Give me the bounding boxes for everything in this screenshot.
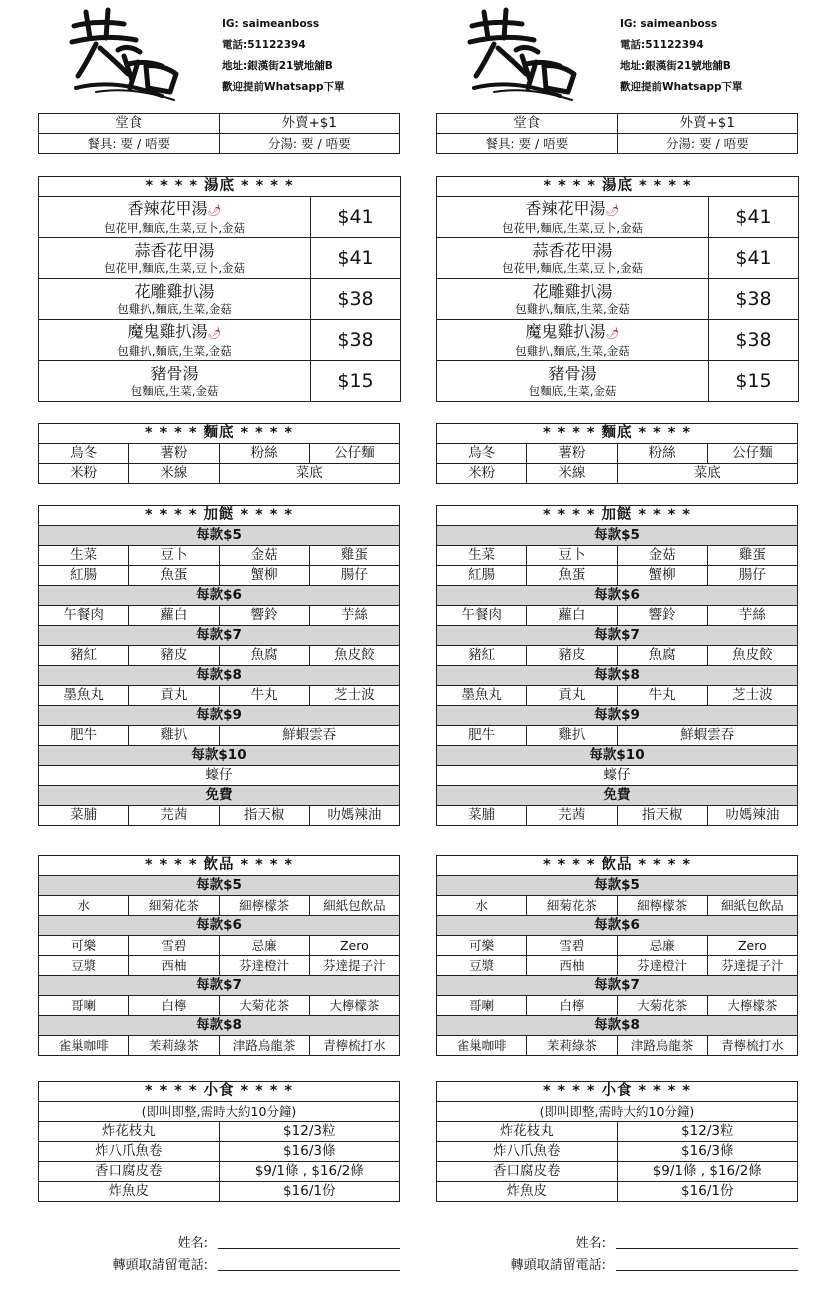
drink-item[interactable]: Zero: [707, 936, 797, 956]
addon-item[interactable]: 紅腸: [437, 566, 527, 586]
addon-item[interactable]: 菜脯: [39, 806, 129, 826]
name-field[interactable]: [616, 1248, 798, 1249]
noodle-option[interactable]: 薯粉: [527, 444, 617, 464]
drink-item[interactable]: 細紙包飲品: [309, 896, 399, 916]
snacks-note: (即叫即整,需時大約10分鐘): [437, 1102, 798, 1122]
addon-item[interactable]: 菜脯: [437, 806, 527, 826]
drink-item[interactable]: 大菊花茶: [617, 996, 707, 1016]
price-tier-header: 每款$8: [39, 1016, 400, 1036]
addon-item[interactable]: 金菇: [219, 546, 309, 566]
drink-item[interactable]: 雪碧: [129, 936, 219, 956]
soup-item[interactable]: [39, 320, 401, 361]
soup-item[interactable]: [39, 361, 401, 402]
price-tier-header: 每款$7: [437, 626, 798, 646]
soup-base-table: [38, 176, 401, 402]
drink-item[interactable]: 哥喇: [39, 996, 129, 1016]
snack-item[interactable]: [437, 1142, 798, 1162]
drink-item[interactable]: 津路烏龍茶: [617, 1036, 707, 1056]
addon-item[interactable]: 肥牛: [39, 726, 129, 746]
addon-item[interactable]: 蠔仔: [437, 766, 798, 786]
snack-item[interactable]: [437, 1122, 798, 1142]
addon-item[interactable]: 指天椒: [617, 806, 707, 826]
chili-icon: 🌶: [207, 203, 222, 217]
drink-item[interactable]: 大菊花茶: [219, 996, 309, 1016]
price-tier-header: 每款$6: [39, 916, 400, 936]
drink-item[interactable]: 茉莉綠茶: [527, 1036, 617, 1056]
noodle-option[interactable]: 烏冬: [437, 444, 527, 464]
addons-section-title: * * * * 加餸 * * * *: [39, 506, 400, 526]
addons-table: [38, 505, 400, 826]
noodle-option[interactable]: 公仔麵: [707, 444, 797, 464]
header: [436, 0, 798, 110]
snack-name: 炸八爪魚卷: [39, 1142, 220, 1162]
drinks-section-title: * * * * 飲品 * * * *: [437, 856, 798, 876]
addon-item[interactable]: 墨魚丸: [39, 686, 129, 706]
price-tier-header: 每款$7: [437, 976, 798, 996]
snack-name: 炸魚皮: [437, 1182, 618, 1202]
soup-name: 花雕雞扒湯: [134, 281, 215, 301]
drink-item[interactable]: 白檸: [129, 996, 219, 1016]
soup-description: 包麵底,生菜,金菇: [130, 383, 219, 398]
addon-item[interactable]: 魚蛋: [527, 566, 617, 586]
dine-in-option[interactable]: 堂食: [437, 114, 618, 134]
contact-fields: [38, 1232, 400, 1276]
addon-item[interactable]: 雞扒: [129, 726, 219, 746]
addon-item[interactable]: 蟹柳: [617, 566, 707, 586]
soup-item[interactable]: [437, 238, 799, 279]
chili-icon: 🌶: [605, 203, 620, 217]
addon-item[interactable]: 腸仔: [707, 566, 797, 586]
drink-item[interactable]: 芬達橙汁: [219, 956, 309, 976]
addon-item[interactable]: 貢丸: [129, 686, 219, 706]
noodle-option[interactable]: 菜底: [617, 464, 798, 484]
drink-item[interactable]: 大檸檬茶: [707, 996, 797, 1016]
noodle-option[interactable]: 米線: [129, 464, 219, 484]
soup-description: 包雞扒,麵底,生菜,金菇: [515, 343, 630, 358]
addon-item[interactable]: 指天椒: [219, 806, 309, 826]
addon-item[interactable]: 芫茜: [527, 806, 617, 826]
soup-name: 香辣花甲湯: [525, 198, 606, 218]
drink-item[interactable]: 哥喇: [437, 996, 527, 1016]
addon-item[interactable]: 牛丸: [219, 686, 309, 706]
dine-in-option[interactable]: 堂食: [39, 114, 220, 134]
soup-name: 蒜香花甲湯: [134, 240, 215, 260]
soup-base-table: [436, 176, 799, 402]
drink-item[interactable]: 豆漿: [437, 956, 527, 976]
noodle-option[interactable]: 粉絲: [219, 444, 309, 464]
soup-item[interactable]: [437, 279, 799, 320]
soup-description: 包花甲,麵底,生菜,豆卜,金菇: [501, 260, 644, 275]
addon-item[interactable]: 貢丸: [527, 686, 617, 706]
price-tier-header: 每款$5: [39, 876, 400, 896]
snack-item[interactable]: [39, 1162, 400, 1182]
soup-name: 香辣花甲湯: [127, 198, 208, 218]
snacks-section-title: * * * * 小食 * * * *: [39, 1082, 400, 1102]
snack-item[interactable]: [437, 1162, 798, 1182]
addon-item[interactable]: 豆卜: [527, 546, 617, 566]
addon-item[interactable]: 墨魚丸: [437, 686, 527, 706]
chili-icon: 🌶: [605, 326, 620, 340]
soup-description: 包花甲,麵底,生菜,豆卜,金菇: [103, 260, 246, 275]
addon-item[interactable]: 魚腐: [219, 646, 309, 666]
snack-name: 炸花枝丸: [437, 1122, 618, 1142]
soup-item[interactable]: [39, 238, 401, 279]
drink-item[interactable]: 雀巢咖啡: [39, 1036, 129, 1056]
addon-item[interactable]: 芋絲: [707, 606, 797, 626]
addon-item[interactable]: 豬紅: [39, 646, 129, 666]
addon-item[interactable]: 魚皮餃: [707, 646, 797, 666]
drinks-table: [38, 855, 400, 1056]
address: 地址:銀漢街21號地舖B: [620, 60, 731, 72]
price-tier-header: 每款$5: [39, 526, 400, 546]
addon-item[interactable]: 豬皮: [527, 646, 617, 666]
noodle-option[interactable]: 米粉: [39, 464, 129, 484]
soup-description: 包雞扒,麵底,生菜,金菇: [117, 343, 232, 358]
addon-item[interactable]: 芝士波: [309, 686, 399, 706]
soup-price: $41: [311, 238, 401, 279]
soup-price: $38: [311, 320, 401, 361]
price-tier-header: 每款$10: [39, 746, 400, 766]
addon-item[interactable]: 魚腐: [617, 646, 707, 666]
drink-item[interactable]: 細菊花茶: [527, 896, 617, 916]
brand-logo: [66, 4, 186, 102]
noodle-table: [436, 423, 798, 484]
order-type-table: [38, 113, 400, 154]
phone-field[interactable]: [218, 1270, 400, 1271]
soup-price: $38: [709, 320, 799, 361]
drink-item[interactable]: 大檸檬茶: [309, 996, 399, 1016]
drink-item[interactable]: 可樂: [39, 936, 129, 956]
drink-item[interactable]: 雀巢咖啡: [437, 1036, 527, 1056]
soup-description: 包雞扒,麵底,生菜,金菇: [515, 301, 630, 316]
free-tier-header: 免費: [437, 786, 798, 806]
addon-item[interactable]: 蘿白: [129, 606, 219, 626]
snack-name: 香口腐皮卷: [39, 1162, 220, 1182]
phone-number: 電話:51122394: [620, 39, 704, 51]
addon-item[interactable]: 腸仔: [309, 566, 399, 586]
drink-item[interactable]: 西柚: [129, 956, 219, 976]
split-soup-option[interactable]: 分湯: 要 / 唔要: [617, 134, 798, 154]
snack-name: 炸魚皮: [39, 1182, 220, 1202]
snacks-table: [38, 1081, 400, 1202]
snack-price: $12/3粒: [219, 1122, 400, 1142]
phone-label: 轉頭取請留電話:: [510, 1258, 606, 1273]
snack-price: $9/1條 , $16/2條: [617, 1162, 798, 1182]
drink-item[interactable]: 茉莉綠茶: [129, 1036, 219, 1056]
soup-description: 包花甲,麵底,生菜,豆卜,金菇: [103, 220, 246, 235]
whatsapp-note: 歡迎提前Whatsapp下單: [222, 81, 345, 93]
addon-item[interactable]: 肥牛: [437, 726, 527, 746]
noodle-option[interactable]: 公仔麵: [309, 444, 399, 464]
split-soup-option[interactable]: 分湯: 要 / 唔要: [219, 134, 400, 154]
addon-item[interactable]: 豬紅: [437, 646, 527, 666]
addon-item[interactable]: 蠔仔: [39, 766, 400, 786]
drink-item[interactable]: 忌廉: [617, 936, 707, 956]
phone-number: 電話:51122394: [222, 39, 306, 51]
noodle-option[interactable]: 烏冬: [39, 444, 129, 464]
addon-item[interactable]: 鮮蝦雲吞: [219, 726, 400, 746]
addon-item[interactable]: 金菇: [617, 546, 707, 566]
drink-item[interactable]: 津路烏龍茶: [219, 1036, 309, 1056]
soup-section-title: * * * * 湯底 * * * *: [437, 177, 799, 197]
drink-item[interactable]: 芬達提子汁: [309, 956, 399, 976]
contact-fields: [436, 1232, 798, 1276]
snack-price: $16/1份: [617, 1182, 798, 1202]
addon-item[interactable]: 鮮蝦雲吞: [617, 726, 798, 746]
soup-name: 魔鬼雞扒湯: [127, 321, 208, 341]
snack-price: $12/3粒: [617, 1122, 798, 1142]
order-type-table: [436, 113, 798, 154]
drinks-table: [436, 855, 798, 1056]
noodle-section-title: * * * * 麵底 * * * *: [437, 424, 798, 444]
shop-info: [620, 14, 743, 98]
price-tier-header: 每款$7: [39, 976, 400, 996]
noodle-section-title: * * * * 麵底 * * * *: [39, 424, 400, 444]
addon-item[interactable]: 叻媽辣油: [309, 806, 399, 826]
noodle-option[interactable]: 米粉: [437, 464, 527, 484]
order-form-left: [38, 0, 400, 1273]
drink-item[interactable]: 可樂: [437, 936, 527, 956]
drinks-section-title: * * * * 飲品 * * * *: [39, 856, 400, 876]
addon-item[interactable]: 魚皮餃: [309, 646, 399, 666]
soup-item[interactable]: [437, 197, 799, 238]
drink-item[interactable]: 青檸梳打水: [707, 1036, 797, 1056]
soup-item[interactable]: [39, 197, 401, 238]
snack-item[interactable]: [39, 1142, 400, 1162]
addon-item[interactable]: 雞扒: [527, 726, 617, 746]
soup-price: $38: [311, 279, 401, 320]
addon-item[interactable]: 響鈴: [617, 606, 707, 626]
snack-item[interactable]: [39, 1122, 400, 1142]
addon-item[interactable]: 蘿白: [527, 606, 617, 626]
drink-item[interactable]: 雪碧: [527, 936, 617, 956]
drink-item[interactable]: 西柚: [527, 956, 617, 976]
drink-item[interactable]: 豆漿: [39, 956, 129, 976]
soup-name: 豬骨湯: [548, 363, 597, 383]
soup-description: 包麵底,生菜,金菇: [528, 383, 617, 398]
drink-item[interactable]: 水: [437, 896, 527, 916]
price-tier-header: 每款$8: [437, 1016, 798, 1036]
soup-name: 魔鬼雞扒湯: [525, 321, 606, 341]
soup-price: $41: [709, 238, 799, 279]
snack-price: $16/1份: [219, 1182, 400, 1202]
noodle-option[interactable]: 薯粉: [129, 444, 219, 464]
price-tier-header: 每款$9: [39, 706, 400, 726]
addon-item[interactable]: 午餐肉: [437, 606, 527, 626]
price-tier-header: 每款$7: [39, 626, 400, 646]
header: [38, 0, 400, 110]
phone-field[interactable]: [616, 1270, 798, 1271]
addon-item[interactable]: 雞蛋: [309, 546, 399, 566]
name-label: 姓名:: [575, 1236, 606, 1251]
addon-item[interactable]: 芝士波: [707, 686, 797, 706]
price-tier-header: 每款$6: [39, 586, 400, 606]
soup-price: $38: [709, 279, 799, 320]
drink-item[interactable]: 白檸: [527, 996, 617, 1016]
addon-item[interactable]: 叻媽辣油: [707, 806, 797, 826]
drink-item[interactable]: 水: [39, 896, 129, 916]
drink-item[interactable]: 芬達橙汁: [617, 956, 707, 976]
address: 地址:銀漢街21號地舖B: [222, 60, 333, 72]
price-tier-header: 每款$8: [39, 666, 400, 686]
snack-item[interactable]: [437, 1182, 798, 1202]
addon-item[interactable]: 豆卜: [129, 546, 219, 566]
soup-name: 豬骨湯: [150, 363, 199, 383]
noodle-option[interactable]: 米線: [527, 464, 617, 484]
drink-item[interactable]: 忌廉: [219, 936, 309, 956]
name-field[interactable]: [218, 1248, 400, 1249]
takeaway-option[interactable]: 外賣+$1: [219, 114, 400, 134]
snacks-table: [436, 1081, 798, 1202]
price-tier-header: 每款$9: [437, 706, 798, 726]
noodle-table: [38, 423, 400, 484]
cutlery-option[interactable]: 餐具: 要 / 唔要: [39, 134, 220, 154]
soup-description: 包雞扒,麵底,生菜,金菇: [117, 301, 232, 316]
price-tier-header: 每款$8: [437, 666, 798, 686]
addon-item[interactable]: 雞蛋: [707, 546, 797, 566]
soup-name: 蒜香花甲湯: [532, 240, 613, 260]
soup-item[interactable]: [39, 279, 401, 320]
soup-price: $41: [311, 197, 401, 238]
price-tier-header: 每款$5: [437, 526, 798, 546]
brand-logo: [464, 4, 584, 102]
addon-item[interactable]: 魚蛋: [129, 566, 219, 586]
soup-name: 花雕雞扒湯: [532, 281, 613, 301]
addon-item[interactable]: 豬皮: [129, 646, 219, 666]
shop-info: [222, 14, 345, 98]
soup-item[interactable]: [437, 320, 799, 361]
addon-item[interactable]: 午餐肉: [39, 606, 129, 626]
snacks-section-title: * * * * 小食 * * * *: [437, 1082, 798, 1102]
addon-item[interactable]: 芋絲: [309, 606, 399, 626]
price-tier-header: 每款$10: [437, 746, 798, 766]
drink-item[interactable]: 細菊花茶: [129, 896, 219, 916]
snack-price: $16/3條: [617, 1142, 798, 1162]
drink-item[interactable]: 細紙包飲品: [707, 896, 797, 916]
price-tier-header: 每款$6: [437, 586, 798, 606]
addon-item[interactable]: 芫茜: [129, 806, 219, 826]
addons-table: [436, 505, 798, 826]
soup-price: $15: [709, 361, 799, 402]
drink-item[interactable]: 細檸檬茶: [219, 896, 309, 916]
chili-icon: 🌶: [207, 326, 222, 340]
soup-item[interactable]: [437, 361, 799, 402]
snack-price: $16/3條: [219, 1142, 400, 1162]
addon-item[interactable]: 蟹柳: [219, 566, 309, 586]
addons-section-title: * * * * 加餸 * * * *: [437, 506, 798, 526]
snack-name: 香口腐皮卷: [437, 1162, 618, 1182]
cutlery-option[interactable]: 餐具: 要 / 唔要: [437, 134, 618, 154]
addon-item[interactable]: 響鈴: [219, 606, 309, 626]
addon-item[interactable]: 紅腸: [39, 566, 129, 586]
snack-item[interactable]: [39, 1182, 400, 1202]
instagram-handle: IG: saimeanboss: [620, 18, 718, 30]
price-tier-header: 每款$6: [437, 916, 798, 936]
instagram-handle: IG: saimeanboss: [222, 18, 320, 30]
soup-price: $15: [311, 361, 401, 402]
phone-label: 轉頭取請留電話:: [112, 1258, 208, 1273]
addon-item[interactable]: 牛丸: [617, 686, 707, 706]
soup-price: $41: [709, 197, 799, 238]
free-tier-header: 免費: [39, 786, 400, 806]
soup-section-title: * * * * 湯底 * * * *: [39, 177, 401, 197]
snack-name: 炸花枝丸: [39, 1122, 220, 1142]
snack-name: 炸八爪魚卷: [437, 1142, 618, 1162]
order-form-right: [436, 0, 798, 1273]
addon-item[interactable]: 生菜: [437, 546, 527, 566]
drink-item[interactable]: 細檸檬茶: [617, 896, 707, 916]
name-label: 姓名:: [177, 1236, 208, 1251]
noodle-option[interactable]: 菜底: [219, 464, 400, 484]
addon-item[interactable]: 生菜: [39, 546, 129, 566]
price-tier-header: 每款$5: [437, 876, 798, 896]
takeaway-option[interactable]: 外賣+$1: [617, 114, 798, 134]
snacks-note: (即叫即整,需時大約10分鐘): [39, 1102, 400, 1122]
drink-item[interactable]: 青檸梳打水: [309, 1036, 399, 1056]
snack-price: $9/1條 , $16/2條: [219, 1162, 400, 1182]
whatsapp-note: 歡迎提前Whatsapp下單: [620, 81, 743, 93]
drink-item[interactable]: 芬達提子汁: [707, 956, 797, 976]
soup-description: 包花甲,麵底,生菜,豆卜,金菇: [501, 220, 644, 235]
noodle-option[interactable]: 粉絲: [617, 444, 707, 464]
drink-item[interactable]: Zero: [309, 936, 399, 956]
